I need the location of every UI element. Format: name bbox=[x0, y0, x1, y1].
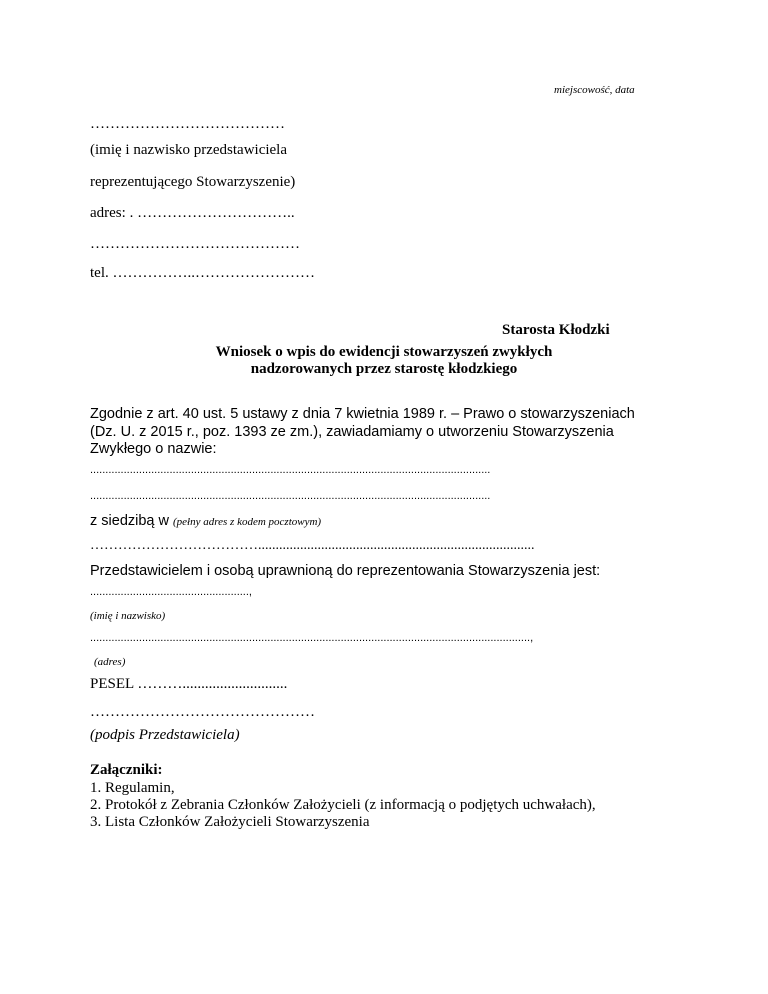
seat-row bbox=[90, 512, 321, 530]
pesel-line: PESEL ………............................ bbox=[90, 676, 288, 692]
signature-dots: ……………………………………… bbox=[90, 704, 315, 720]
attachment-item-1: 1. Regulamin, bbox=[90, 780, 175, 796]
association-name-dots-1: ................................................................................................................................... bbox=[90, 464, 491, 476]
rep-name-hint: (imię i nazwisko) bbox=[90, 610, 166, 622]
sender-name-label-1: (imię i nazwisko przedstawiciela bbox=[90, 142, 288, 158]
seat-dots: ………………………………............................................................................... bbox=[90, 538, 535, 553]
intro-line-3: Zwykłego o nazwie: bbox=[90, 441, 217, 457]
seat-hint: (pełny adres z kodem pocztowym) bbox=[173, 516, 322, 528]
recipient: Starosta Kłodzki bbox=[502, 322, 610, 338]
intro-line-1: Zgodnie z art. 40 ust. 5 ustawy z dnia 7 kwietnia 1989 r. – Prawo o stowarzyszeniach bbox=[90, 406, 635, 422]
signature-label: (podpis Przedstawiciela) bbox=[90, 727, 240, 743]
document-title-line-1: Wniosek o wpis do ewidencji stowarzyszeń zwykłych bbox=[215, 344, 553, 360]
attachments-heading: Załączniki: bbox=[90, 762, 163, 778]
sender-address-line: adres: . ………………………….. bbox=[90, 205, 295, 221]
representative-text: Przedstawicielem i osobą uprawnioną do reprezentowania Stowarzyszenia jest: bbox=[90, 563, 601, 579]
rep-address-hint: (adres) bbox=[94, 656, 126, 668]
rep-address-dots: ................................................................................................................................................, bbox=[90, 632, 534, 644]
place-date-label: miejscowość, data bbox=[554, 84, 635, 96]
sender-address-dots: …………………………………… bbox=[90, 236, 300, 252]
sender-name-label-2: reprezentującego Stowarzyszenie) bbox=[90, 174, 296, 190]
rep-name-dots: ...................................................., bbox=[90, 586, 252, 598]
sender-name-dots: ………………………………… bbox=[90, 116, 285, 132]
association-name-dots-2: ................................................................................................................................... bbox=[90, 490, 491, 502]
sender-phone-line: tel. ……………..…………………… bbox=[90, 265, 315, 281]
intro-line-2: (Dz. U. z 2015 r., poz. 1393 ze zm.), zawiadamiamy o utworzeniu Stowarzyszenia bbox=[90, 424, 614, 440]
seat-label: z siedzibą w bbox=[90, 513, 174, 529]
attachment-item-2: 2. Protokół z Zebrania Członków Założycieli (z informacją o podjętych uchwałach), bbox=[90, 797, 596, 813]
document-title-line-2: nadzorowanych przez starostę kłodzkiego bbox=[250, 361, 518, 377]
attachment-item-3: 3. Lista Członków Założycieli Stowarzyszenia bbox=[90, 814, 370, 830]
